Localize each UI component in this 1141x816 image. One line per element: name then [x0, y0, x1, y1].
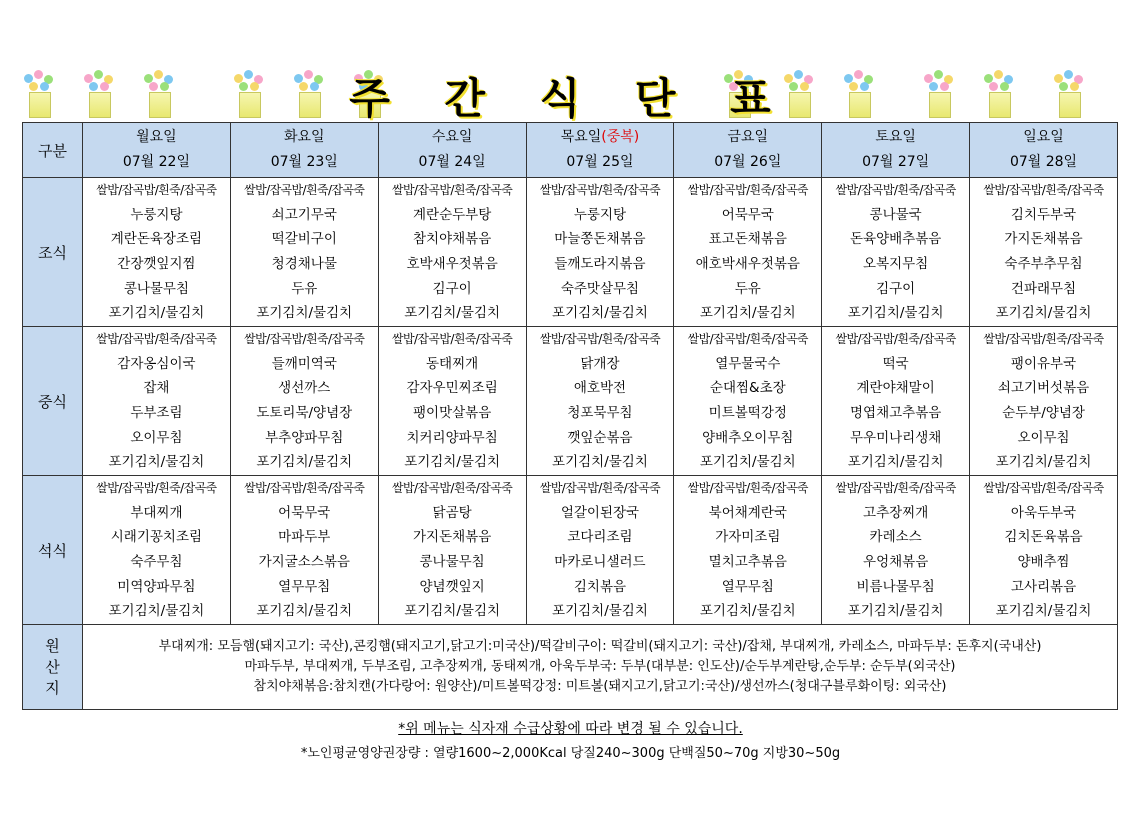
- menu-item: 비름나물무침: [856, 578, 935, 595]
- menu-item: 청포묵무침: [567, 405, 633, 421]
- menu-cell: [970, 178, 1118, 327]
- menu-item: 가자미조림: [715, 529, 781, 546]
- menu-item: 양배추찜: [1017, 554, 1070, 570]
- menu-item: 어묵무국: [721, 206, 774, 223]
- menu-item: 청경채나물: [271, 256, 337, 272]
- day-header: [83, 123, 231, 178]
- menu-item: 시래기꽁치조림: [110, 529, 203, 546]
- menu-item: 떡국: [882, 355, 909, 372]
- menu-item: 코다리조림: [567, 529, 633, 546]
- menu-item: 포기김치/물김치: [404, 454, 501, 471]
- menu-item: 애호박전: [573, 380, 627, 397]
- menu-item: 부추양파무침: [265, 429, 344, 446]
- menu-item: 마파두부: [278, 529, 331, 546]
- menu-item: 팽이유부국: [1010, 355, 1077, 372]
- menu-item: 카레소스: [869, 529, 922, 546]
- menu-item: 열무무침: [721, 578, 774, 595]
- menu-item: 떡갈비구이: [271, 231, 337, 248]
- menu-item: 포기김치/물김치: [108, 305, 205, 322]
- menu-item: 김구이: [876, 280, 916, 297]
- menu-item: 쌀밥/잡곡밥/흰죽/잡곡죽: [983, 183, 1104, 198]
- meal-label: 중식: [23, 327, 83, 476]
- menu-item: 참치야채볶음: [412, 231, 492, 248]
- menu-item: 숙주부추무침: [1004, 256, 1083, 272]
- day-header: [970, 123, 1118, 178]
- menu-item: 쌀밥/잡곡밥/흰죽/잡곡죽: [687, 481, 808, 496]
- menu-item: 포기김치/물김치: [256, 454, 353, 471]
- menu-item: 포기김치/물김치: [847, 454, 944, 471]
- menu-item: 쌀밥/잡곡밥/흰죽/잡곡죽: [96, 183, 217, 198]
- origin-label-char: 지: [45, 678, 60, 697]
- menu-item: 치커리양파무침: [406, 429, 498, 446]
- menu-item: 마카로니샐러드: [554, 554, 646, 570]
- menu-item: 건파래무침: [1010, 280, 1077, 297]
- menu-cell: [378, 476, 526, 625]
- menu-item: 가지굴소스볶음: [258, 554, 350, 570]
- menu-item: 포기김치/물김치: [995, 305, 1092, 322]
- menu-item: 고추장찌개: [863, 504, 929, 521]
- menu-item: 쌀밥/잡곡밥/흰죽/잡곡죽: [835, 481, 956, 496]
- menu-item: 아욱두부국: [1010, 504, 1077, 521]
- menu-item: 쌀밥/잡곡밥/흰죽/잡곡죽: [244, 183, 365, 198]
- menu-item: 열무무침: [278, 578, 331, 595]
- menu-cell: [674, 327, 822, 476]
- menu-item: 무우미나리생채: [849, 429, 942, 446]
- menu-item: 쌀밥/잡곡밥/흰죽/잡곡죽: [391, 481, 513, 496]
- menu-cell: [526, 476, 674, 625]
- menu-item: 쌀밥/잡곡밥/흰죽/잡곡죽: [983, 481, 1104, 496]
- menu-item: 김치돈육볶음: [1004, 529, 1083, 546]
- menu-item: 가지돈채볶음: [1004, 231, 1083, 248]
- menu-item: 미역양파무침: [117, 578, 196, 595]
- day-name: 월요일: [136, 129, 177, 145]
- menu-item: 콩나물국: [869, 206, 922, 223]
- menu-item: 누룽지탕: [573, 206, 627, 223]
- day-header: [674, 123, 822, 178]
- menu-item: 열무물국수: [715, 355, 781, 372]
- menu-item: 포기김치/물김치: [995, 454, 1092, 471]
- menu-item: 표고돈채볶음: [708, 231, 787, 248]
- meal-row: [23, 178, 1118, 327]
- menu-item: 어묵무국: [278, 504, 331, 521]
- menu-item: 닭개장: [580, 355, 620, 372]
- menu-item: 순대찜&초장: [709, 380, 786, 397]
- day-name: 목요일: [560, 129, 602, 145]
- menu-cell: [230, 476, 378, 625]
- menu-item: 숙주맛살무침: [560, 280, 640, 297]
- menu-item: 멸치고추볶음: [708, 554, 787, 570]
- menu-item: 포기김치/물김치: [552, 603, 648, 620]
- menu-item: 순두부/양념장: [1002, 405, 1085, 421]
- menu-item: 포기김치/물김치: [699, 603, 796, 620]
- weekly-menu-table: [22, 122, 1118, 710]
- menu-cell: [970, 327, 1118, 476]
- day-name: 토요일: [875, 129, 916, 145]
- menu-cell: [674, 178, 822, 327]
- menu-item: 오복지무침: [863, 256, 929, 272]
- origin-line: 참치야채볶음:참치캔(가다랑어: 원양산)/미트볼떡강정: 미트볼(돼지고기,닭고기:국산)/생선까스(청대구블루화이팅: 외국산): [253, 679, 947, 694]
- page-title: 주 간 식 단 표: [349, 74, 791, 123]
- origin-label-char: 산: [45, 657, 60, 676]
- menu-cell: [378, 178, 526, 327]
- menu-cell: [526, 178, 674, 327]
- menu-item: 쇠고기무국: [271, 206, 337, 223]
- menu-item: 도토리묵/양념장: [256, 405, 353, 421]
- origin-label-char: 원: [45, 636, 60, 655]
- menu-item: 들깨미역국: [271, 355, 337, 372]
- menu-item: 콩나물무침: [419, 554, 485, 570]
- menu-item: 쌀밥/잡곡밥/흰죽/잡곡죽: [983, 332, 1104, 347]
- menu-cell: [970, 476, 1118, 625]
- day-name: 화요일: [283, 129, 325, 145]
- corner-label: 구분: [23, 123, 83, 178]
- menu-item: 포기김치/물김치: [699, 454, 796, 471]
- day-name: 수요일: [431, 129, 473, 145]
- menu-item: 북어채계란국: [708, 504, 787, 521]
- day-header: [378, 123, 526, 178]
- menu-cell: [822, 327, 970, 476]
- menu-item: 포기김치/물김치: [108, 603, 205, 620]
- day-name: 금요일: [727, 129, 769, 145]
- menu-item: 닭곰탕: [432, 504, 472, 521]
- origin-line: 부대찌개: 모듬햄(돼지고기: 국산),콘킹햄(돼지고기,닭고기:미국산)/떡갈비구이: 떡갈비(돼지고기: 국산)/잡채, 부대찌개, 카레소스, 마파두부: 돈후지(국내산): [158, 639, 1042, 654]
- menu-item: 가지돈채볶음: [412, 529, 492, 546]
- menu-item: 우엉채볶음: [863, 554, 929, 570]
- menu-item: 계란돈육장조림: [110, 231, 203, 248]
- menu-item: 부대찌개: [130, 504, 183, 521]
- day-date: 07월 27일: [862, 154, 930, 170]
- meal-label: 조식: [23, 178, 83, 327]
- menu-item: 쌀밥/잡곡밥/흰죽/잡곡죽: [835, 183, 956, 198]
- menu-item: 쌀밥/잡곡밥/흰죽/잡곡죽: [687, 183, 808, 198]
- menu-item: 두유: [291, 280, 318, 297]
- menu-item: 포기김치/물김치: [847, 603, 944, 620]
- menu-item: 오이무침: [130, 429, 183, 446]
- title-banner: [22, 62, 1118, 122]
- menu-cell: [378, 327, 526, 476]
- menu-item: 포기김치/물김치: [404, 305, 501, 322]
- holiday-tag: (중복): [601, 129, 640, 145]
- origin-info: [83, 625, 1118, 710]
- menu-cell: [83, 327, 231, 476]
- menu-item: 포기김치/물김치: [995, 603, 1092, 620]
- menu-item: 잡채: [143, 380, 170, 397]
- meal-row: [23, 327, 1118, 476]
- day-date: 07월 25일: [566, 154, 634, 170]
- menu-item: 생선까스: [278, 380, 331, 397]
- menu-item: 포기김치/물김치: [552, 454, 648, 471]
- menu-item: 팽이맛살볶음: [412, 405, 492, 421]
- menu-item: 애호박새우젓볶음: [695, 256, 800, 272]
- origin-line: 마파두부, 부대찌개, 두부조림, 고추장찌개, 동태찌개, 아욱두부국: 두부(대부분: 인도산)/순두부계란탕,순두부: 순두부(외국산): [244, 659, 956, 674]
- menu-item: 쌀밥/잡곡밥/흰죽/잡곡죽: [391, 183, 513, 198]
- menu-item: 포기김치/물김치: [108, 454, 205, 471]
- menu-item: 포기김치/물김치: [256, 603, 353, 620]
- menu-item: 쌀밥/잡곡밥/흰죽/잡곡죽: [539, 332, 661, 347]
- day-date: 07월 23일: [270, 154, 338, 170]
- menu-item: 숙주무침: [130, 554, 183, 570]
- menu-item: 포기김치/물김치: [552, 305, 648, 322]
- menu-item: 고사리볶음: [1010, 578, 1077, 595]
- menu-item: 누룽지탕: [130, 206, 183, 223]
- menu-cell: [230, 178, 378, 327]
- menu-item: 양념깻잎지: [419, 578, 485, 595]
- menu-item: 명엽채고추볶음: [849, 405, 942, 421]
- menu-cell: [83, 476, 231, 625]
- menu-item: 포기김치/물김치: [847, 305, 944, 322]
- menu-item: 동태찌개: [426, 355, 479, 372]
- menu-item: 쌀밥/잡곡밥/흰죽/잡곡죽: [539, 183, 661, 198]
- menu-item: 김치볶음: [573, 578, 627, 595]
- menu-cell: [822, 178, 970, 327]
- menu-item: 김치두부국: [1010, 206, 1077, 223]
- day-date: 07월 22일: [122, 154, 190, 170]
- meal-label: 석식: [23, 476, 83, 625]
- nutrition-notice: *노인평균영양권장량 : 열량1600~2,000Kcal 당질240~300g 단백질50~70g 지방30~50g: [300, 746, 841, 761]
- menu-item: 마늘쫑돈채볶음: [554, 231, 646, 248]
- menu-item: 들깨도라지볶음: [554, 256, 646, 272]
- origin-label: [23, 625, 83, 710]
- menu-item: 미트볼떡강정: [708, 405, 787, 421]
- menu-item: 오이무침: [1017, 429, 1070, 446]
- menu-item: 쌀밥/잡곡밥/흰죽/잡곡죽: [391, 332, 513, 347]
- menu-item: 양배추오이무침: [702, 429, 794, 446]
- day-header: [822, 123, 970, 178]
- day-date: 07월 26일: [714, 154, 782, 170]
- menu-item: 감자옹심이국: [117, 355, 196, 372]
- menu-item: 깻잎순볶음: [567, 429, 633, 446]
- menu-item: 계란순두부탕: [412, 206, 492, 223]
- day-header: [230, 123, 378, 178]
- header-row: [23, 123, 1118, 178]
- origin-row: [23, 625, 1118, 710]
- menu-item: 계란야채말이: [856, 380, 935, 397]
- day-header: [526, 123, 674, 178]
- menu-item: 포기김치/물김치: [256, 305, 353, 322]
- menu-item: 김구이: [432, 280, 472, 297]
- change-notice: *위 메뉴는 식자재 수급상황에 따라 변경 될 수 있습니다.: [398, 721, 743, 737]
- menu-cell: [674, 476, 822, 625]
- menu-item: 쌀밥/잡곡밥/흰죽/잡곡죽: [539, 481, 661, 496]
- menu-item: 얼갈이된장국: [560, 504, 640, 521]
- menu-cell: [822, 476, 970, 625]
- menu-item: 감자우민찌조림: [406, 380, 498, 397]
- menu-item: 간장깻잎지찜: [117, 256, 196, 272]
- menu-cell: [83, 178, 231, 327]
- day-name: 일요일: [1023, 129, 1064, 145]
- menu-item: 쌀밥/잡곡밥/흰죽/잡곡죽: [835, 332, 956, 347]
- menu-item: 포기김치/물김치: [699, 305, 796, 322]
- menu-item: 콩나물무침: [123, 280, 190, 297]
- menu-item: 돈육양배추볶음: [849, 231, 942, 248]
- menu-cell: [230, 327, 378, 476]
- menu-item: 쌀밥/잡곡밥/흰죽/잡곡죽: [96, 481, 217, 496]
- day-date: 07월 28일: [1009, 154, 1078, 170]
- menu-item: 쌀밥/잡곡밥/흰죽/잡곡죽: [244, 332, 365, 347]
- meal-row: [23, 476, 1118, 625]
- menu-item: 쌀밥/잡곡밥/흰죽/잡곡죽: [244, 481, 365, 496]
- menu-item: 쌀밥/잡곡밥/흰죽/잡곡죽: [687, 332, 808, 347]
- menu-item: 두부조림: [130, 405, 183, 421]
- menu-cell: [526, 327, 674, 476]
- day-date: 07월 24일: [418, 154, 486, 170]
- menu-item: 쌀밥/잡곡밥/흰죽/잡곡죽: [96, 332, 217, 347]
- menu-item: 호박새우젓볶음: [406, 256, 498, 272]
- menu-item: 쇠고기버섯볶음: [997, 380, 1090, 397]
- menu-item: 두유: [734, 280, 761, 297]
- menu-item: 포기김치/물김치: [404, 603, 501, 620]
